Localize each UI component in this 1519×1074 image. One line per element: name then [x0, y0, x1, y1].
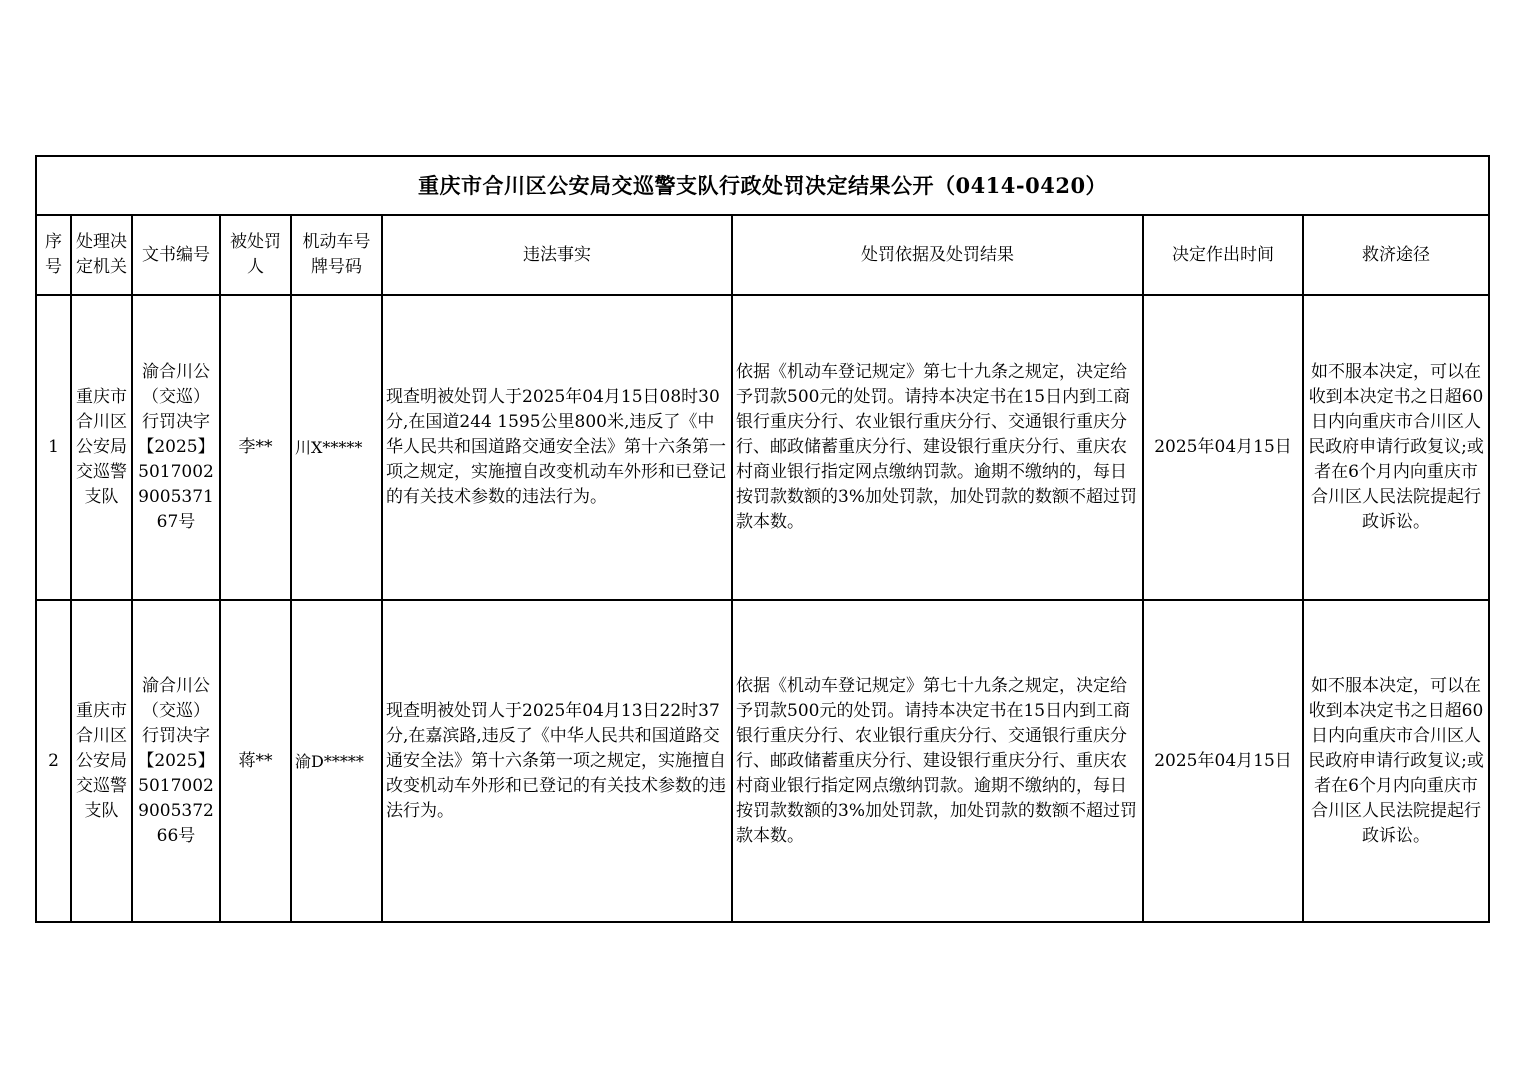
cell-seq: 1: [36, 295, 71, 600]
cell-date: 2025年04月15日: [1143, 295, 1303, 600]
header-facts: 违法事实: [382, 215, 732, 295]
penalty-table: [35, 155, 1490, 923]
cell-remedy: 如不服本决定，可以在收到本决定书之日超60日内向重庆市合川区人民政府申请行政复议;或者在6个月内向重庆市合川区人民法院提起行政诉讼。: [1303, 295, 1489, 600]
cell-person: 蒋**: [220, 600, 291, 922]
table-header-row: [36, 215, 1489, 295]
table-row: [36, 295, 1489, 600]
cell-basis: 依据《机动车登记规定》第七十九条之规定，决定给予罚款500元的处罚。请持本决定书在15日内到工商银行重庆分行、农业银行重庆分行、交通银行重庆分行、邮政储蓄重庆分行、建设银行重庆分行、重庆农村商业银行指定网点缴纳罚款。逾期不缴纳的，每日按罚款数额的3%加处罚款，加处罚款的数额不超过罚款本数。: [732, 295, 1143, 600]
header-basis: 处罚依据及处罚结果: [732, 215, 1143, 295]
header-doc-no: 文书编号: [132, 215, 220, 295]
header-plate: 机动车号牌号码: [291, 215, 382, 295]
penalty-disclosure-sheet: [35, 155, 1488, 923]
header-authority: 处理决定机关: [71, 215, 132, 295]
cell-authority: 重庆市合川区公安局交巡警支队: [71, 295, 132, 600]
header-person: 被处罚人: [220, 215, 291, 295]
cell-doc-no: 渝合川公（交巡）行罚决字【2025】5017002900537167号: [132, 295, 220, 600]
header-date: 决定作出时间: [1143, 215, 1303, 295]
page-title: 重庆市合川区公安局交巡警支队行政处罚决定结果公开（0414-0420）: [36, 156, 1489, 215]
cell-date: 2025年04月15日: [1143, 600, 1303, 922]
header-seq: 序号: [36, 215, 71, 295]
cell-remedy: 如不服本决定，可以在收到本决定书之日超60日内向重庆市合川区人民政府申请行政复议;或者在6个月内向重庆市合川区人民法院提起行政诉讼。: [1303, 600, 1489, 922]
table-row: [36, 600, 1489, 922]
cell-plate: 川X*****: [291, 295, 382, 600]
cell-basis: 依据《机动车登记规定》第七十九条之规定，决定给予罚款500元的处罚。请持本决定书在15日内到工商银行重庆分行、农业银行重庆分行、交通银行重庆分行、邮政储蓄重庆分行、建设银行重庆分行、重庆农村商业银行指定网点缴纳罚款。逾期不缴纳的，每日按罚款数额的3%加处罚款，加处罚款的数额不超过罚款本数。: [732, 600, 1143, 922]
header-remedy: 救济途径: [1303, 215, 1489, 295]
cell-doc-no: 渝合川公（交巡）行罚决字【2025】5017002900537266号: [132, 600, 220, 922]
cell-plate: 渝D*****: [291, 600, 382, 922]
cell-authority: 重庆市合川区公安局交巡警支队: [71, 600, 132, 922]
cell-facts: 现查明被处罚人于2025年04月15日08时30分,在国道244 1595公里800米,违反了《中华人民共和国道路交通安全法》第十六条第一项之规定，实施擅自改变机动车外形和已登记的有关技术参数的违法行为。: [382, 295, 732, 600]
cell-seq: 2: [36, 600, 71, 922]
cell-facts: 现查明被处罚人于2025年04月13日22时37分,在嘉滨路,违反了《中华人民共和国道路交通安全法》第十六条第一项之规定，实施擅自改变机动车外形和已登记的有关技术参数的违法行为。: [382, 600, 732, 922]
cell-person: 李**: [220, 295, 291, 600]
